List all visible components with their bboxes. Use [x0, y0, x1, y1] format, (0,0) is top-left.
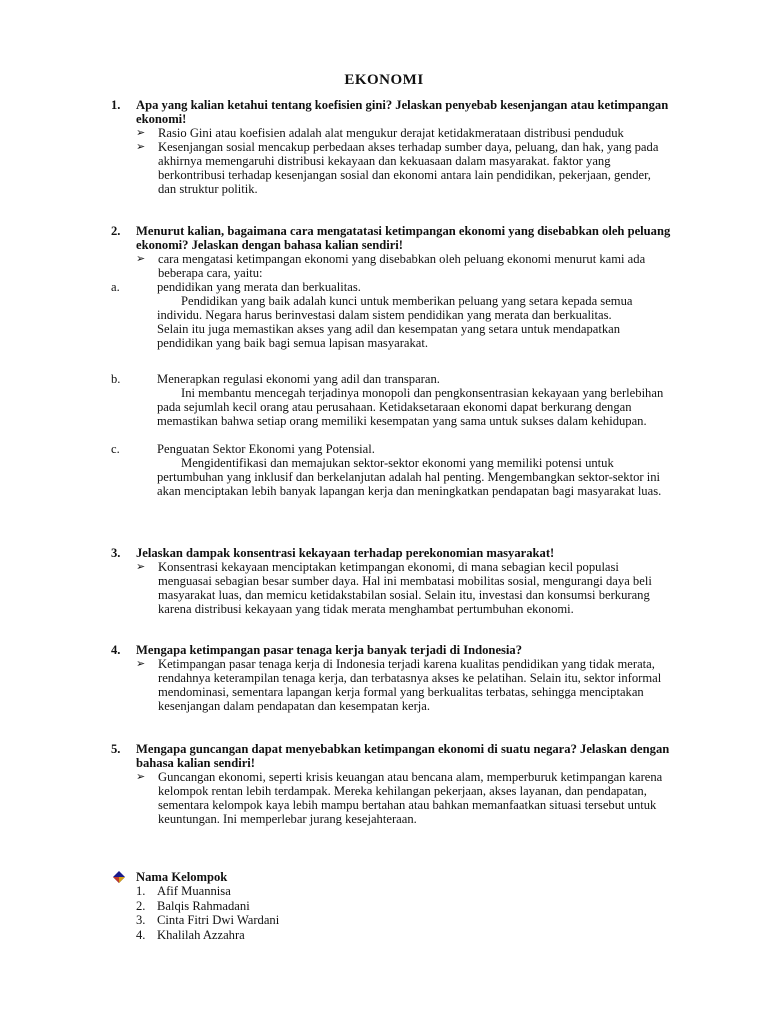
question-text: Apa yang kalian ketahui tentang koefisien gini? Jelaskan penyebab kesenjangan atau ketimpangan ekonomi!	[136, 98, 669, 126]
sub-letter: b.	[111, 372, 121, 386]
list-item	[111, 913, 279, 928]
question-4	[111, 643, 671, 713]
answer-text: Rasio Gini atau koefisien adalah alat mengukur derajat ketidakmerataan distribusi penduduk	[158, 126, 624, 140]
arrow-bullet-icon: ➢	[136, 140, 146, 153]
question-number: 2.	[111, 224, 121, 238]
group-heading	[111, 870, 227, 884]
question-number: 1.	[111, 98, 121, 112]
question-2	[111, 224, 671, 498]
sub-paragraph: Ini membantu mencegah terjadinya monopoli dan pengkonsentrasian kekayaan yang berlebihan pada sejumlah kecil orang atau perusahaan. Ketidaksetaraan ekonomi dapat berkurang dengan memastikan bahwa setiap orang memiliki kesempatan yang sama untuk sukses dalam kehidupan.	[157, 386, 664, 428]
list-item	[111, 884, 279, 899]
sub-point-a	[111, 280, 671, 294]
answer-bullet	[136, 252, 671, 280]
question-number: 4.	[111, 643, 121, 657]
member-name: Cinta Fitri Dwi Wardani	[157, 913, 280, 927]
arrow-bullet-icon: ➢	[136, 126, 146, 139]
question-text: Jelaskan dampak konsentrasi kekayaan terhadap perekonomian masyarakat!	[136, 546, 555, 560]
question-number: 3.	[111, 546, 121, 560]
answer-bullet	[136, 770, 671, 826]
member-name: Khalilah Azzahra	[157, 927, 245, 942]
question-5	[111, 742, 671, 826]
member-number: 1.	[136, 884, 146, 898]
arrow-bullet-icon: ➢	[136, 657, 146, 670]
arrow-bullet-icon: ➢	[136, 770, 146, 783]
answer-text: Konsentrasi kekayaan menciptakan ketimpangan ekonomi, di mana sebagian kecil populasi menguasai sebagian besar sumber daya. Hal ini membatasi mobilitas sosial, mengurangi daya beli masyarakat luas, dan memicu ketidakstabilan sosial. Selain itu, investasi dan konsumsi berkurang karena distribusi kekayaan yang tidak merata menghambat pertumbuhan ekonomi.	[158, 560, 652, 616]
sub-title: Penguatan Sektor Ekonomi yang Potensial.	[157, 442, 375, 456]
answer-text: Guncangan ekonomi, seperti krisis keuangan atau bencana alam, memperburuk ketimpangan karena kelompok rentan lebih terdampak. Mereka kehilangan pekerjaan, akses layanan, dan pendapatan, sementara kelompok kaya lebih mampu bertahan atau bahkan memanfaatkan situasi tersebut untuk keuntungan. Ini memperlebar jurang kesejahteraan.	[158, 770, 663, 826]
group-title: Nama Kelompok	[136, 870, 228, 884]
sub-paragraph: Selain itu juga memastikan akses yang adil dan kesempatan yang setara untuk mendapatkan pendidikan yang baik bagi semua lapisan masyarakat.	[157, 322, 621, 350]
question-number: 5.	[111, 742, 121, 756]
list-item	[111, 899, 279, 914]
question-3	[111, 546, 671, 616]
arrow-bullet-icon: ➢	[136, 560, 146, 573]
member-name: Afif Muannisa	[157, 884, 231, 898]
answer-text: Ketimpangan pasar tenaga kerja di Indonesia terjadi karena kualitas pendidikan yang tidak merata, rendahnya keterampilan tenaga kerja, dan terbatasnya akses ke pelatihan. Selain itu, sektor informal mendominasi, sementara lapangan kerja formal yang berkualitas terbatas, sehingga menciptakan kesenjangan dalam pendapatan dan kesempatan kerja.	[158, 657, 662, 713]
member-list	[111, 884, 279, 942]
answer-text: Kesenjangan sosial mencakup perbedaan akses terhadap sumber daya, peluang, dan hak, yang pada akhirnya memengaruhi distribusi kekayaan dan kekuasaan dalam masyarakat. faktor yang berkontribusi terhadap kesenjangan sosial dan ekonomi antara lain pendidikan, pekerjaan, gender, dan struktur politik.	[158, 140, 659, 196]
sub-paragraph: Pendidikan yang baik adalah kunci untuk memberikan peluang yang setara kepada semua individu. Negara harus berinvestasi dalam sistem pendidikan yang merata dan berkualitas.	[157, 294, 633, 322]
sub-point-c	[111, 442, 671, 456]
answer-bullet	[136, 126, 671, 140]
arrow-bullet-icon: ➢	[136, 252, 146, 265]
diamond-bullet-icon	[111, 870, 136, 884]
page-title: EKONOMI	[344, 72, 424, 88]
list-item	[111, 928, 279, 943]
member-number: 4.	[136, 927, 146, 942]
question-text: Menurut kalian, bagaimana cara mengatatasi ketimpangan ekonomi yang disebabkan oleh peluang ekonomi? Jelaskan dengan bahasa kalian sendiri!	[136, 224, 671, 252]
sub-letter: a.	[111, 280, 120, 294]
question-text: Mengapa guncangan dapat menyebabkan ketimpangan ekonomi di suatu negara? Jelaskan dengan bahasa kalian sendiri!	[136, 742, 670, 770]
sub-title: Menerapkan regulasi ekonomi yang adil dan transparan.	[157, 372, 440, 386]
sub-letter: c.	[111, 442, 120, 456]
answer-text: cara mengatasi ketimpangan ekonomi yang disebabkan oleh peluang ekonomi menurut kami ada beberapa cara, yaitu:	[158, 252, 646, 280]
member-name: Balqis Rahmadani	[157, 898, 250, 913]
answer-bullet	[136, 560, 671, 616]
sub-title: pendidikan yang merata dan berkualitas.	[157, 280, 361, 294]
question-text: Mengapa ketimpangan pasar tenaga kerja banyak terjadi di Indonesia?	[136, 643, 523, 657]
question-1	[111, 98, 671, 196]
answer-bullet	[136, 140, 671, 196]
sub-paragraph: Mengidentifikasi dan memajukan sektor-sektor ekonomi yang memiliki potensi untuk pertumbuhan yang inklusif dan berkelanjutan adalah hal penting. Mengembangkan sektor-sektor ini akan menciptakan lebih banyak lapangan kerja dan meningkatkan pendapatan bagi masyarakat luas.	[157, 456, 662, 498]
member-number: 2.	[136, 898, 146, 913]
answer-bullet	[136, 657, 671, 713]
sub-point-b	[111, 372, 671, 386]
member-number: 3.	[136, 913, 146, 927]
